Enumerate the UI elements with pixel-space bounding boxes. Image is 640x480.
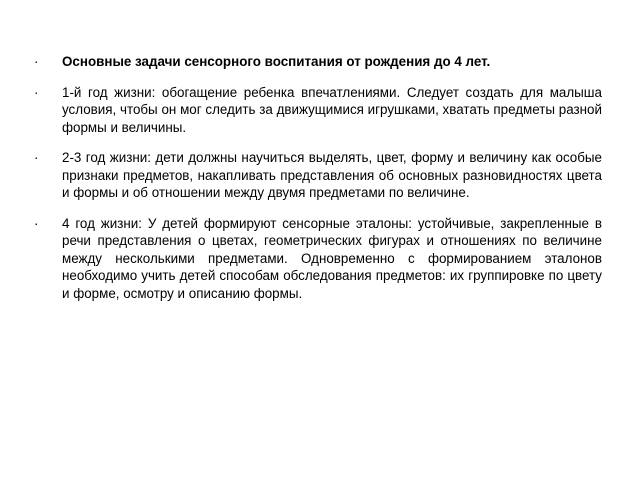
bullet-item-first-year bbox=[34, 84, 602, 137]
bullet-dot-icon: · bbox=[34, 84, 39, 100]
bullet-dot-icon: · bbox=[34, 150, 39, 165]
bullet-list bbox=[34, 53, 602, 315]
bullet-item-fourth-year bbox=[34, 215, 602, 303]
first-year-text: 1-й год жизни: обогащение ребенка впечатлениями. Следует создать для малыша условия, чтобы он мог следить за движущимися игрушками, хватать предметы разной формы и величины. bbox=[62, 84, 602, 135]
bullet-item-heading bbox=[34, 53, 602, 71]
fourth-year-text: 4 год жизни: У детей формируют сенсорные эталоны: устойчивые, закрепленные в речи представления о цветах, геометрических фигурах и отношениях по величине между несколькими предметами. Одновременно с формированием эталонов необходимо учить детей способам обследования предметов: их группировке по цвету и форме, осмотру и описанию формы. bbox=[62, 215, 602, 301]
bullet-item-second-third-year bbox=[34, 149, 602, 202]
heading-text: Основные задачи сенсорного воспитания от рождения до 4 лет. bbox=[62, 54, 491, 69]
bullet-dot-icon: · bbox=[34, 215, 39, 231]
second-third-year-text: 2-3 год жизни: дети должны научиться выделять, цвет, форму и величину как особые признаки предметов, накапливать представления об основных разновидностях цвета и формы и об отношении между двумя предметами по величине. bbox=[62, 150, 602, 200]
bullet-dot-icon: · bbox=[34, 54, 39, 69]
